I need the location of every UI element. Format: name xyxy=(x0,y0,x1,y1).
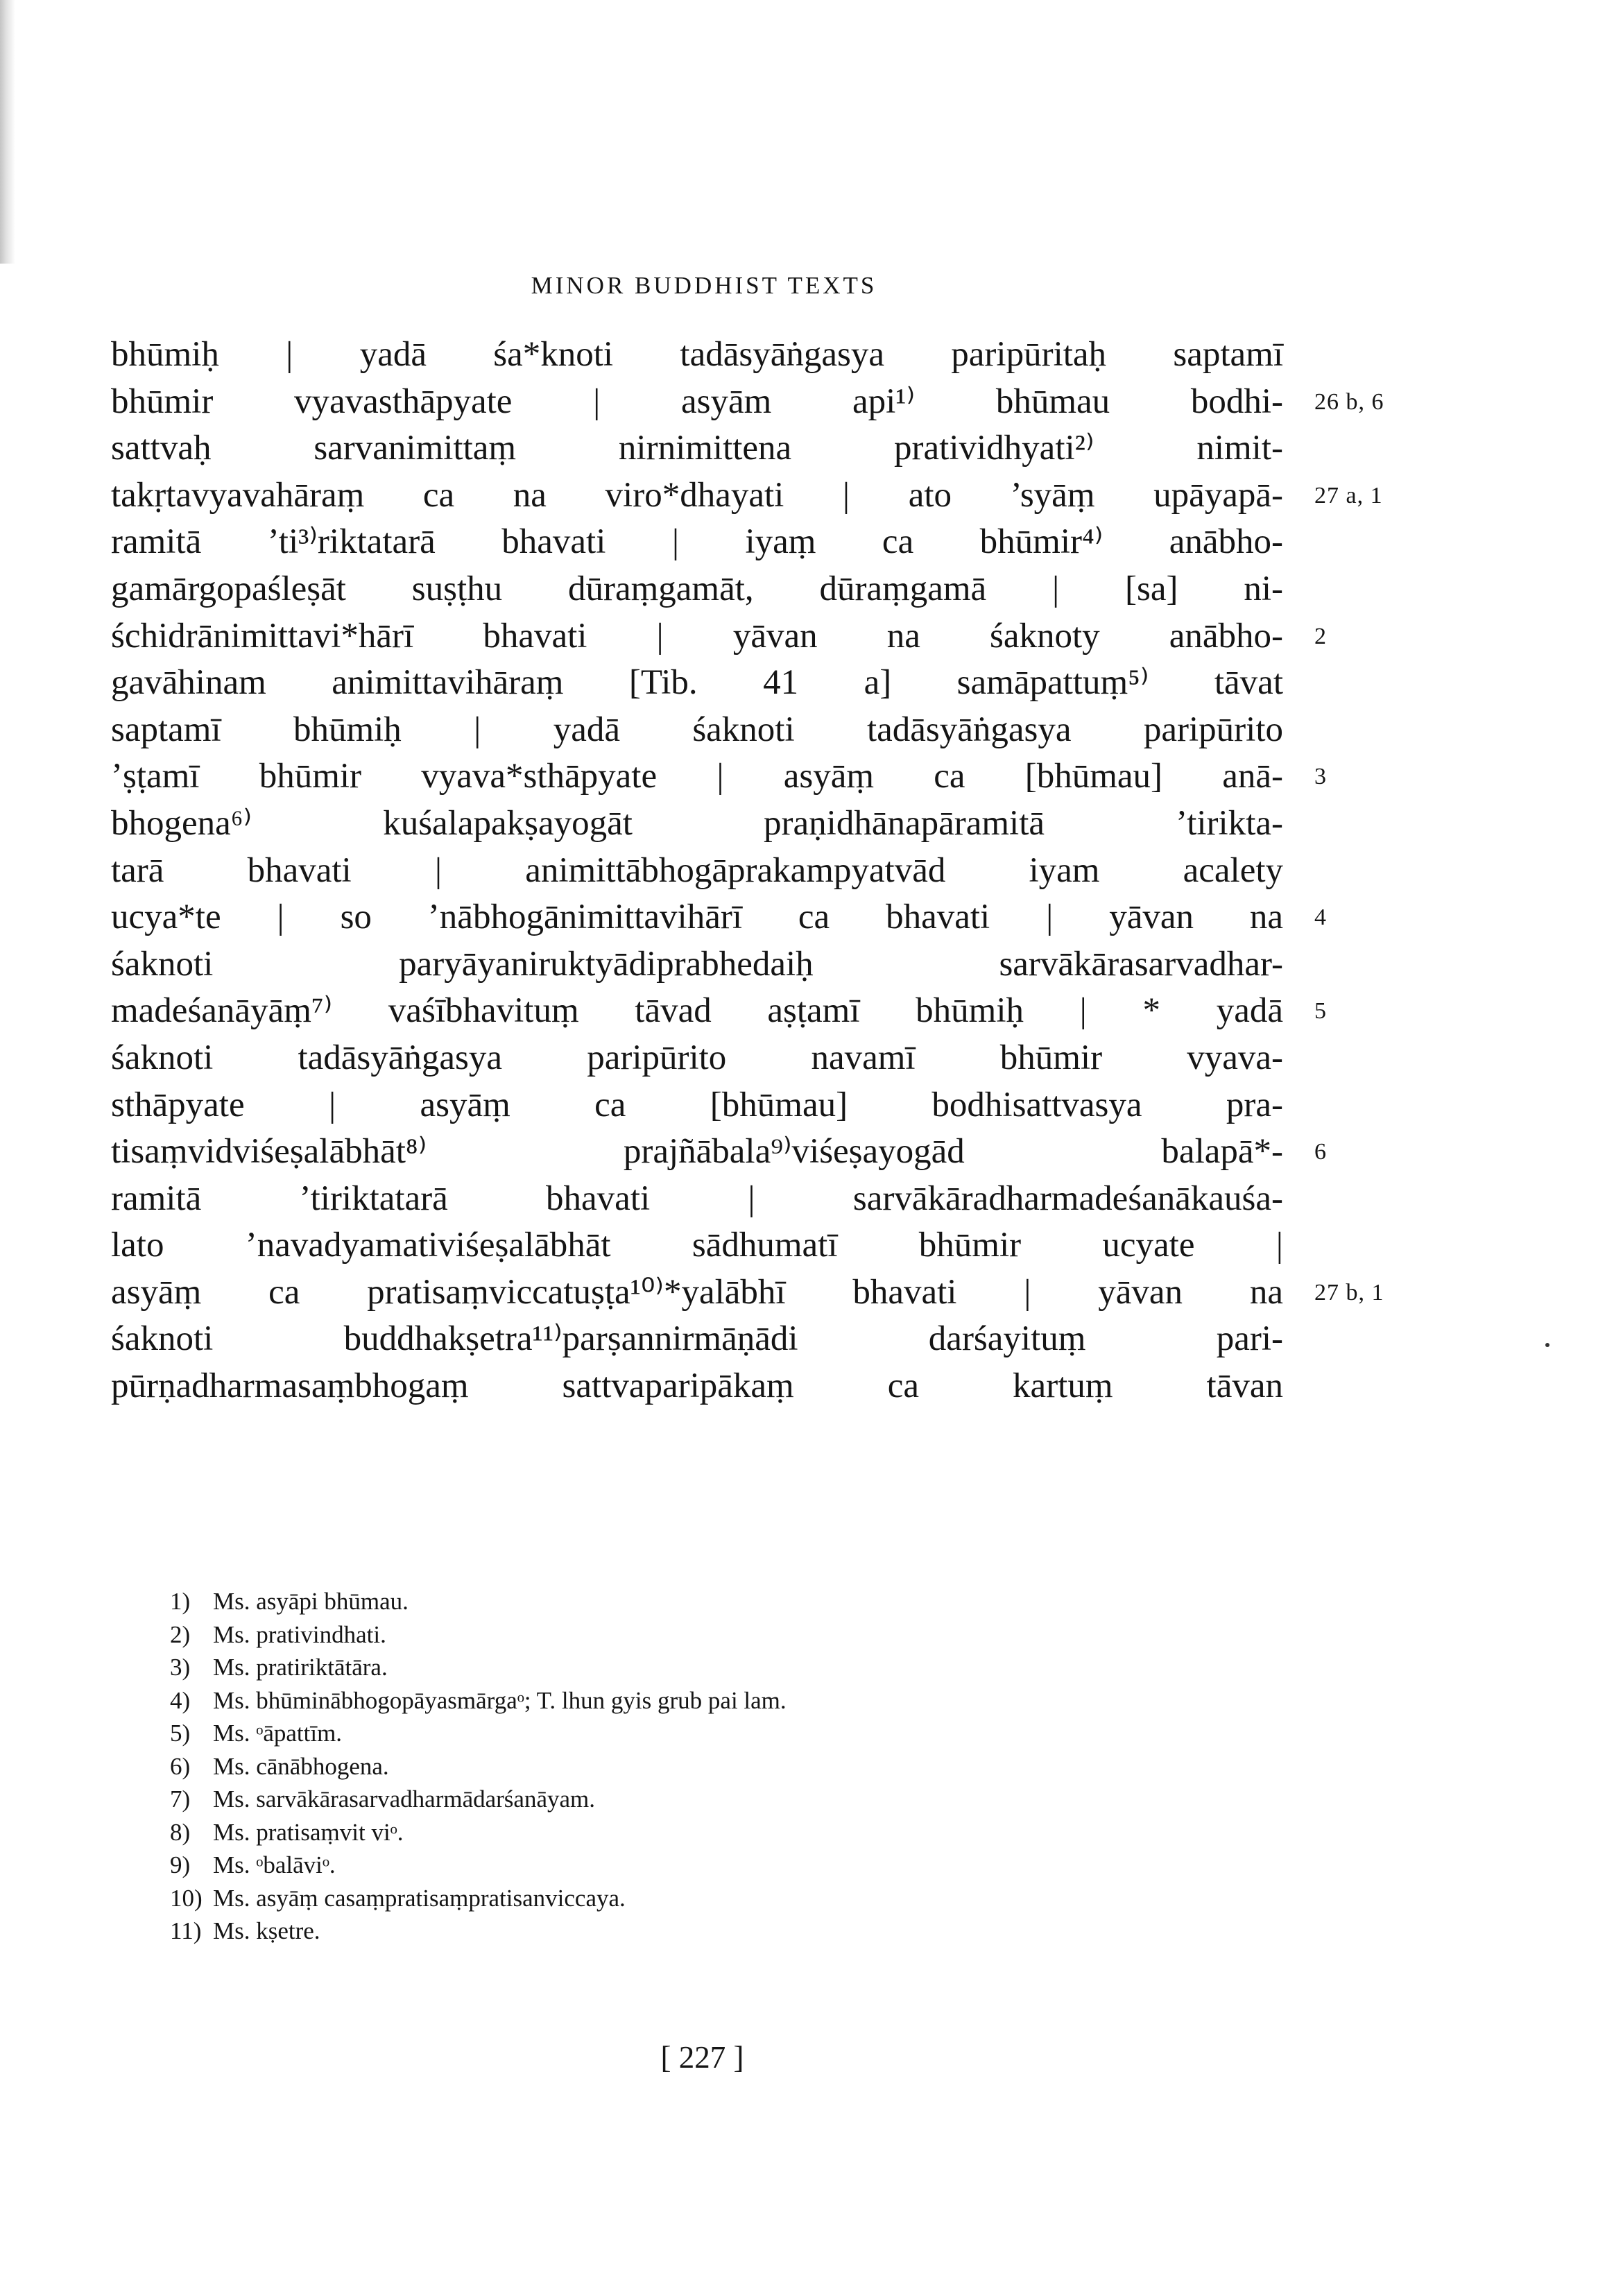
text-line xyxy=(111,425,1283,472)
footnote-number: 8) xyxy=(170,1818,191,1846)
line-text: śaknoti tadāsyāṅgasya paripūrito navamī bhūmir vyava- xyxy=(111,1038,1283,1077)
text-line xyxy=(111,1363,1283,1410)
text-line xyxy=(111,1176,1283,1223)
footnote xyxy=(170,1750,1210,1783)
footnote-text: Ms. prativindhati. xyxy=(213,1620,386,1648)
footnote xyxy=(170,1651,1210,1684)
footnote xyxy=(170,1717,1210,1750)
footnote xyxy=(170,1816,1210,1849)
text-line xyxy=(111,1269,1384,1317)
footnote-number: 10) xyxy=(170,1884,203,1912)
footnote xyxy=(170,1585,1210,1618)
text-line xyxy=(111,660,1283,707)
text-line xyxy=(111,1316,1283,1363)
main-text-block xyxy=(111,332,1384,1410)
line-text: bhūmir vyavasthāpyate | asyām api¹⁾ bhūmau bodhi- xyxy=(111,382,1283,421)
footnote-number: 3) xyxy=(170,1654,191,1681)
text-line xyxy=(111,332,1283,379)
footnote xyxy=(170,1882,1210,1915)
text-line xyxy=(111,707,1283,754)
line-text: śaknoti paryāyaniruktyādiprabhedaiḥ sarvākārasarvadhar- xyxy=(111,944,1283,984)
text-line xyxy=(111,566,1283,613)
footnote xyxy=(170,1849,1210,1882)
line-text: asyāṃ ca pratisaṃviccatuṣṭa¹⁰⁾*yalābhī bhavati | yāvan na xyxy=(111,1272,1283,1312)
footnotes xyxy=(170,1585,1210,1948)
footnote-number: 1) xyxy=(170,1588,191,1615)
line-text: lato ’navadyamativiśeṣalābhāt sādhumatī bhūmir ucyate | xyxy=(111,1226,1283,1265)
footnote-text: Ms. kṣetre. xyxy=(213,1917,320,1944)
scan-edge-shadow xyxy=(0,0,15,264)
line-text: bhūmiḥ | yadā śa*knoti tadāsyāṅgasya paripūritaḥ saptamī xyxy=(111,335,1283,374)
footnote-text: Ms. asyāṃ casaṃpratisaṃpratisanviccaya. xyxy=(213,1884,626,1912)
footnote xyxy=(170,1684,1210,1717)
margin-reference: 27 b, 1 xyxy=(1314,1279,1384,1305)
line-text: śaknoti buddhakṣetra¹¹⁾parṣannirmāṇādi darśayituṃ pari- xyxy=(111,1319,1283,1359)
text-line xyxy=(111,988,1327,1035)
text-line xyxy=(111,379,1384,426)
page-number: [ 227 ] xyxy=(660,2040,744,2075)
footnote-text: Ms. cānābhogena. xyxy=(213,1752,389,1780)
footnote xyxy=(170,1618,1210,1652)
line-text: ramitā ’tiriktatarā bhavati | sarvākāradharmadeśanākauśa- xyxy=(111,1179,1283,1218)
line-text: ’ṣṭamī bhūmir vyava*sthāpyate | asyāṃ ca [bhūmau] anā- xyxy=(111,757,1283,796)
margin-reference: 4 xyxy=(1314,905,1327,931)
text-line xyxy=(111,613,1327,660)
margin-reference: 27 a, 1 xyxy=(1314,482,1383,508)
line-text: ucya*te | so ’nābhogānimittavihārī ca bhavati | yāvan na xyxy=(111,898,1283,937)
footnote-text: Ms. bhūminābhogopāyasmārgaᵒ; T. lhun gyis grub pai lam. xyxy=(213,1686,787,1714)
text-line xyxy=(111,472,1383,520)
margin-reference: 26 b, 6 xyxy=(1314,388,1384,415)
line-text: gamārgopaśleṣāt suṣṭhu dūraṃgamāt, dūraṃgamā | [sa] ni- xyxy=(111,569,1283,608)
footnote-text: Ms. asyāpi bhūmau. xyxy=(213,1588,409,1615)
footnote-number: 2) xyxy=(170,1620,191,1648)
margin-reference: 5 xyxy=(1314,998,1327,1025)
text-line xyxy=(111,1222,1283,1269)
line-text: gavāhinam animittavihāraṃ [Tib. 41 a] samāpattuṃ⁵⁾ tāvat xyxy=(111,663,1283,703)
text-line xyxy=(111,800,1283,848)
text-line xyxy=(111,1129,1327,1176)
footnote xyxy=(170,1783,1210,1816)
footnote xyxy=(170,1914,1210,1948)
margin-reference: 6 xyxy=(1314,1139,1327,1165)
footnote-text: Ms. ᵒāpattīm. xyxy=(213,1720,343,1747)
text-line xyxy=(111,1035,1283,1082)
footnote-text: Ms. pratiriktātāra. xyxy=(213,1654,388,1681)
text-line xyxy=(111,1082,1283,1129)
footnote-text: Ms. pratisaṃvit viᵒ. xyxy=(213,1818,404,1846)
line-text: ramitā ’ti³⁾riktatarā bhavati | iyaṃ ca bhūmir⁴⁾ anābho- xyxy=(111,522,1283,562)
text-line xyxy=(111,848,1283,895)
line-text: śchidrānimittavi*hārī bhavati | yāvan na śaknoty anābho- xyxy=(111,616,1283,656)
line-text: takṛtavyavahāraṃ ca na viro*dhayati | ato ’syāṃ upāyapā- xyxy=(111,475,1283,515)
line-text: pūrṇadharmasaṃbhogaṃ sattvaparipākaṃ ca kartuṃ tāvan xyxy=(111,1367,1283,1406)
line-text: tisaṃvidviśeṣalābhāt⁸⁾ prajñābala⁹⁾viśeṣayogād balapā*- xyxy=(111,1132,1283,1172)
footnote-number: 11) xyxy=(170,1917,202,1944)
footnote-text: Ms. ᵒbalāviᵒ. xyxy=(213,1851,336,1878)
footnote-number: 5) xyxy=(170,1720,191,1747)
margin-reference: 2 xyxy=(1314,623,1327,649)
running-head: MINOR BUDDHIST TEXTS xyxy=(531,272,877,299)
text-line xyxy=(111,941,1283,988)
line-text: madeśanāyāṃ⁷⁾ vaśībhavituṃ tāvad aṣṭamī bhūmiḥ | * yadā xyxy=(111,991,1283,1031)
line-text: saptamī bhūmiḥ | yadā śaknoti tadāsyāṅgasya paripūrito xyxy=(111,710,1283,749)
footnote-number: 4) xyxy=(170,1686,191,1714)
line-text: tarā bhavati | animittābhogāprakampyatvād iyam acalety xyxy=(111,850,1283,890)
text-line xyxy=(111,753,1327,800)
footnote-number: 7) xyxy=(170,1785,191,1813)
footnote-text: Ms. sarvākārasarvadharmādarśanāyam. xyxy=(213,1785,595,1813)
line-text: sattvaḥ sarvanimittaṃ nirnimittena pratividhyati²⁾ nimit- xyxy=(111,429,1283,468)
line-text: bhogena⁶⁾ kuśalapakṣayogāt praṇidhānapāramitā ’tirikta- xyxy=(111,803,1283,843)
footnote-number: 9) xyxy=(170,1851,191,1878)
footnote-number: 6) xyxy=(170,1752,191,1780)
text-line xyxy=(111,894,1327,941)
line-text: sthāpyate | asyāṃ ca [bhūmau] bodhisattvasya pra- xyxy=(111,1085,1283,1124)
text-line xyxy=(111,519,1283,566)
ink-speck xyxy=(1545,1343,1549,1347)
margin-reference: 3 xyxy=(1314,764,1327,790)
